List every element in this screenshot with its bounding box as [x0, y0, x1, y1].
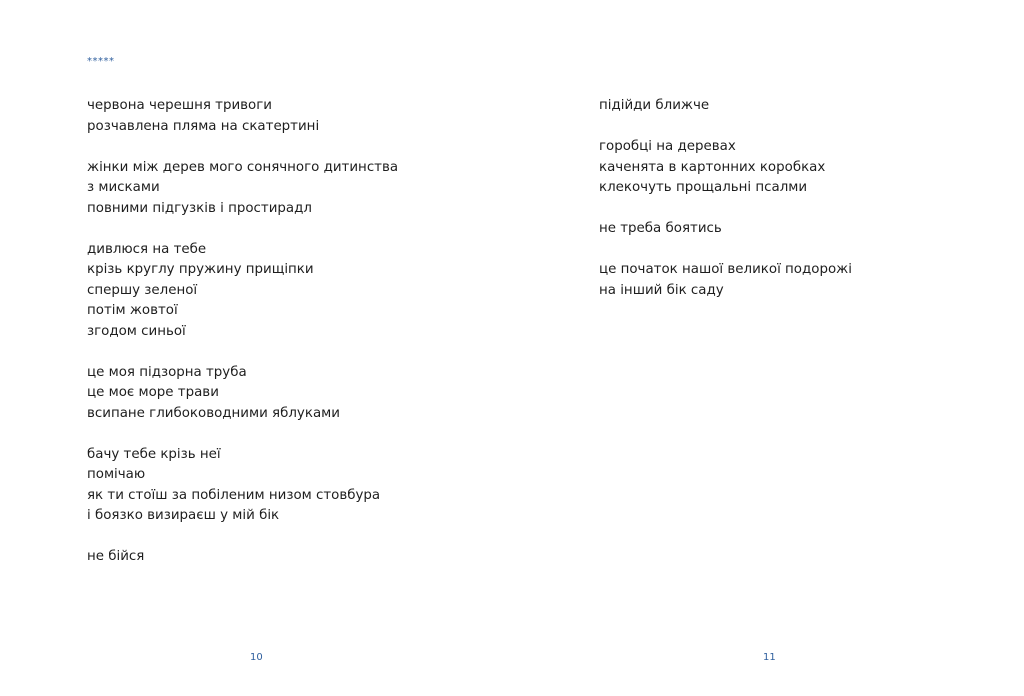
poem-line: з мисками — [87, 180, 160, 195]
stanza — [87, 240, 398, 343]
poem-line: потім жовтої — [87, 303, 178, 318]
poem-line: це моя підзорна труба — [87, 364, 247, 380]
page-number-left: 10 — [250, 652, 263, 663]
poem-line: каченята в картонних коробках — [599, 159, 826, 175]
poem-line: дивлюся на тебе — [87, 241, 207, 257]
poem-line: клекочуть прощальні псалми — [599, 180, 808, 195]
poem-line: розчавлена пляма на скатертині — [87, 118, 320, 134]
poem-line: жінки між дерев мого сонячного дитинства — [87, 159, 399, 175]
stanza — [599, 137, 852, 199]
poem-text-left — [87, 96, 398, 588]
poem-line: всипане глибоководними яблуками — [87, 405, 340, 421]
stanza — [599, 219, 852, 240]
stanza — [87, 547, 398, 568]
poem-line: крізь круглу пружину прищіпки — [87, 262, 314, 277]
poem-line: червона черешня тривоги — [87, 98, 272, 113]
poem-line: як ти стоїш за побіленим низом стовбура — [87, 487, 381, 503]
stanza — [87, 96, 398, 137]
section-ornament: ***** — [87, 56, 115, 67]
poem-line: повними підгузків і простирадл — [87, 200, 312, 216]
poem-line: спершу зеленої — [87, 282, 198, 298]
poem-line: це моє море трави — [87, 385, 219, 400]
stanza — [87, 445, 398, 527]
poem-line: і боязко визираєш у мій бік — [87, 508, 280, 523]
poem-line: бачу тебе крізь неї — [87, 446, 221, 462]
stanza — [87, 363, 398, 425]
poem-line: на інший бік саду — [599, 282, 724, 298]
poem-line: помічаю — [87, 467, 146, 482]
poem-line: не бійся — [87, 549, 145, 564]
right-page — [512, 0, 1024, 696]
page-number-right: 11 — [763, 652, 776, 663]
poem-line: це початок нашої великої подорожі — [599, 262, 852, 277]
poem-line: згодом синьої — [87, 323, 186, 339]
poem-text-right — [599, 96, 852, 322]
stanza — [599, 96, 852, 117]
poem-line: підійди ближче — [599, 98, 710, 113]
poem-line: горобці на деревах — [599, 139, 736, 154]
poem-line: не треба боятись — [599, 221, 722, 236]
stanza — [87, 158, 398, 220]
stanza — [599, 260, 852, 301]
